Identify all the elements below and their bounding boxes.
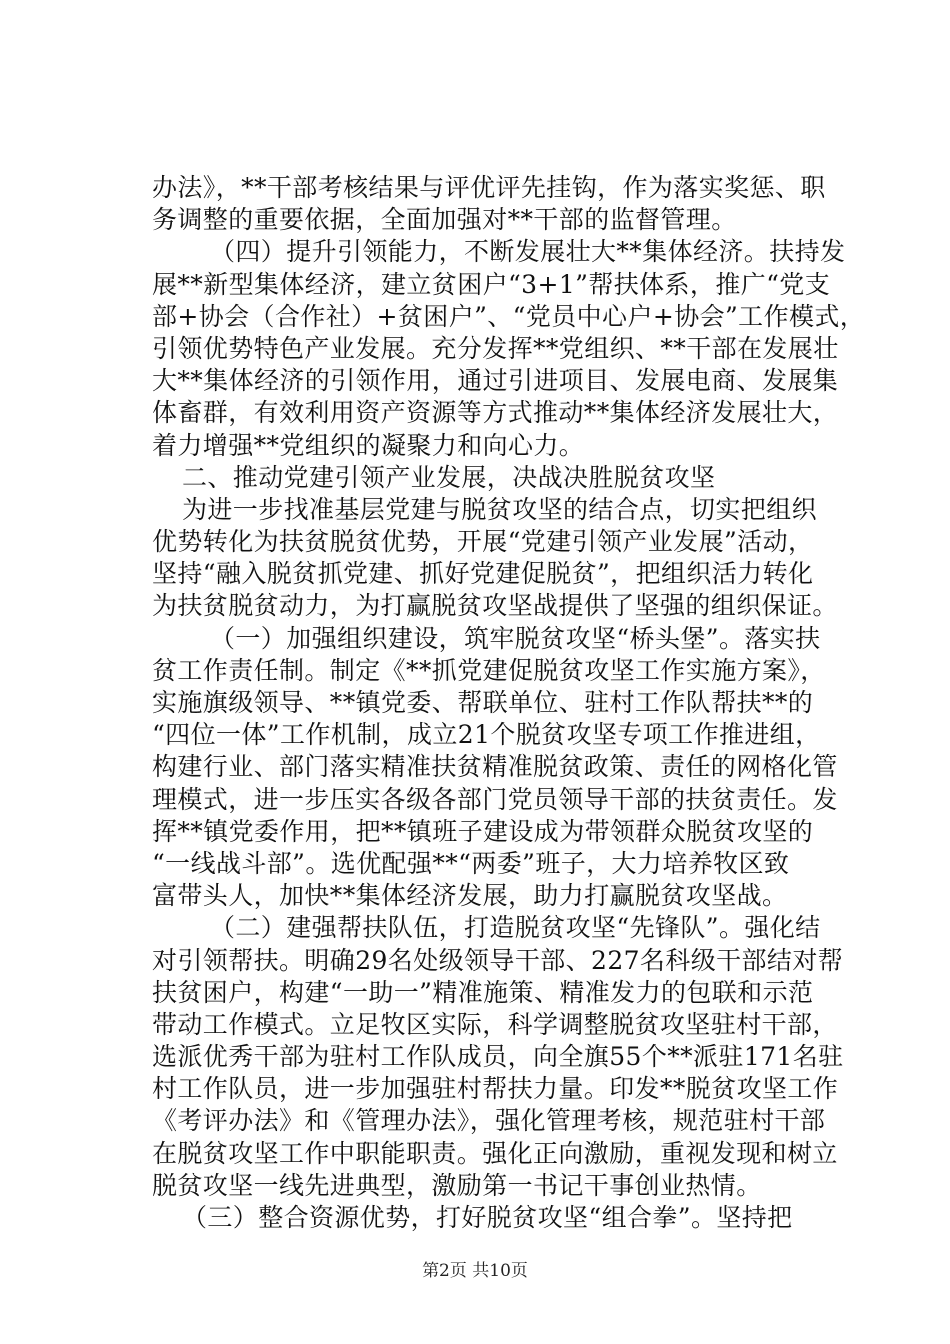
text-line: 实施旗级领导、**镇党委、帮联单位、驻村工作队帮扶**的 bbox=[152, 688, 814, 717]
text-line: 展**新型集体经济，建立贫困户“3+1”帮扶体系，推广“党支 bbox=[152, 269, 831, 299]
text-line: 体畜群，有效利用资产资源等方式推动**集体经济发展壮大， bbox=[152, 398, 839, 428]
text-line: 《考评办法》和《管理办法》，强化管理考核，规范驻村干部 bbox=[152, 1106, 826, 1136]
text-line: 富带头人，加快**集体经济发展，助力打赢脱贫攻坚战。 bbox=[152, 881, 788, 911]
text-line: 挥**镇党委作用，把**镇班子建设成为带领群众脱贫攻坚的 bbox=[152, 816, 814, 846]
text-line: 带动工作模式。立足牧区实际，科学调整脱贫攻坚驻村干部， bbox=[152, 1009, 838, 1039]
text-line: 为进一步找准基层党建与脱贫攻坚的结合点，切实把组织 bbox=[182, 494, 818, 524]
text-line: 着力增强**党组织的凝聚力和向心力。 bbox=[152, 430, 585, 460]
text-line: 为扶贫脱贫动力，为打赢脱贫攻坚战提供了坚强的组织保证。 bbox=[152, 591, 838, 621]
text-line: 二、推动党建引领产业发展，决战决胜脱贫攻坚 bbox=[182, 462, 716, 492]
text-line: 办法》，**干部考核结果与评优评先挂钩，作为落实奖惩、职 bbox=[152, 173, 826, 202]
text-line: 扶贫困户，构建“一助一”精准施策、精准发力的包联和示范 bbox=[152, 977, 814, 1007]
text-line: 理模式，进一步压实各级各部门党员领导干部的扶贫责任。发 bbox=[152, 784, 838, 814]
text-line: 脱贫攻坚一线先进典型，激励第一书记干事创业热情。 bbox=[152, 1170, 762, 1200]
text-line: （二）建强帮扶队伍，打造脱贫攻坚“先锋队”。强化结 bbox=[210, 913, 821, 943]
text-line: 部+协会（合作社）+贫困户”、“党员中心户+协会”工作模式， bbox=[152, 301, 866, 331]
text-line: “四位一体”工作机制，成立21个脱贫攻坚专项工作推进组， bbox=[152, 720, 821, 750]
text-line: 大**集体经济的引领作用，通过引进项目、发展电商、发展集 bbox=[152, 366, 839, 396]
text-line: 坚持“融入脱贫抓党建、抓好党建促脱贫”，把组织活力转化 bbox=[152, 559, 814, 589]
text-line: 选派优秀干部为驻村工作队成员，向全旗55个**派驻171名驻 bbox=[152, 1042, 844, 1072]
document-body bbox=[152, 172, 866, 1234]
text-line: 在脱贫攻坚工作中职能职责。强化正向激励，重视发现和树立 bbox=[152, 1138, 838, 1168]
text-line: （三）整合资源优势，打好脱贫攻坚“组合拳”。坚持把 bbox=[182, 1203, 793, 1232]
text-line: （四）提升引领能力，不断发展壮大**集体经济。扶持发 bbox=[210, 237, 846, 267]
text-line: 构建行业、部门落实精准扶贫精准脱贫政策、责任的网格化管 bbox=[152, 752, 838, 782]
text-line: （一）加强组织建设，筑牢脱贫攻坚“桥头堡”。落实扶 bbox=[210, 623, 821, 653]
text-line: 务调整的重要依据，全面加强对**干部的监督管理。 bbox=[152, 205, 737, 235]
text-line: “一线战斗部”。选优配强**“两委”班子，大力培养牧区致 bbox=[152, 848, 790, 878]
text-line: 对引领帮扶。明确29名处级领导干部、227名科级干部结对帮 bbox=[152, 945, 844, 975]
text-line: 优势转化为扶贫脱贫优势，开展“党建引领产业发展”活动， bbox=[152, 527, 814, 557]
text-line: 村工作队员，进一步加强驻村帮扶力量。印发**脱贫攻坚工作 bbox=[152, 1074, 839, 1104]
page-footer: 第2页 共10页 bbox=[422, 1261, 528, 1281]
text-line: 引领优势特色产业发展。充分发挥**党组织、**干部在发展壮 bbox=[152, 333, 839, 363]
text-line: 贫工作责任制。制定《**抓党建促脱贫攻坚工作实施方案》， bbox=[152, 655, 826, 685]
